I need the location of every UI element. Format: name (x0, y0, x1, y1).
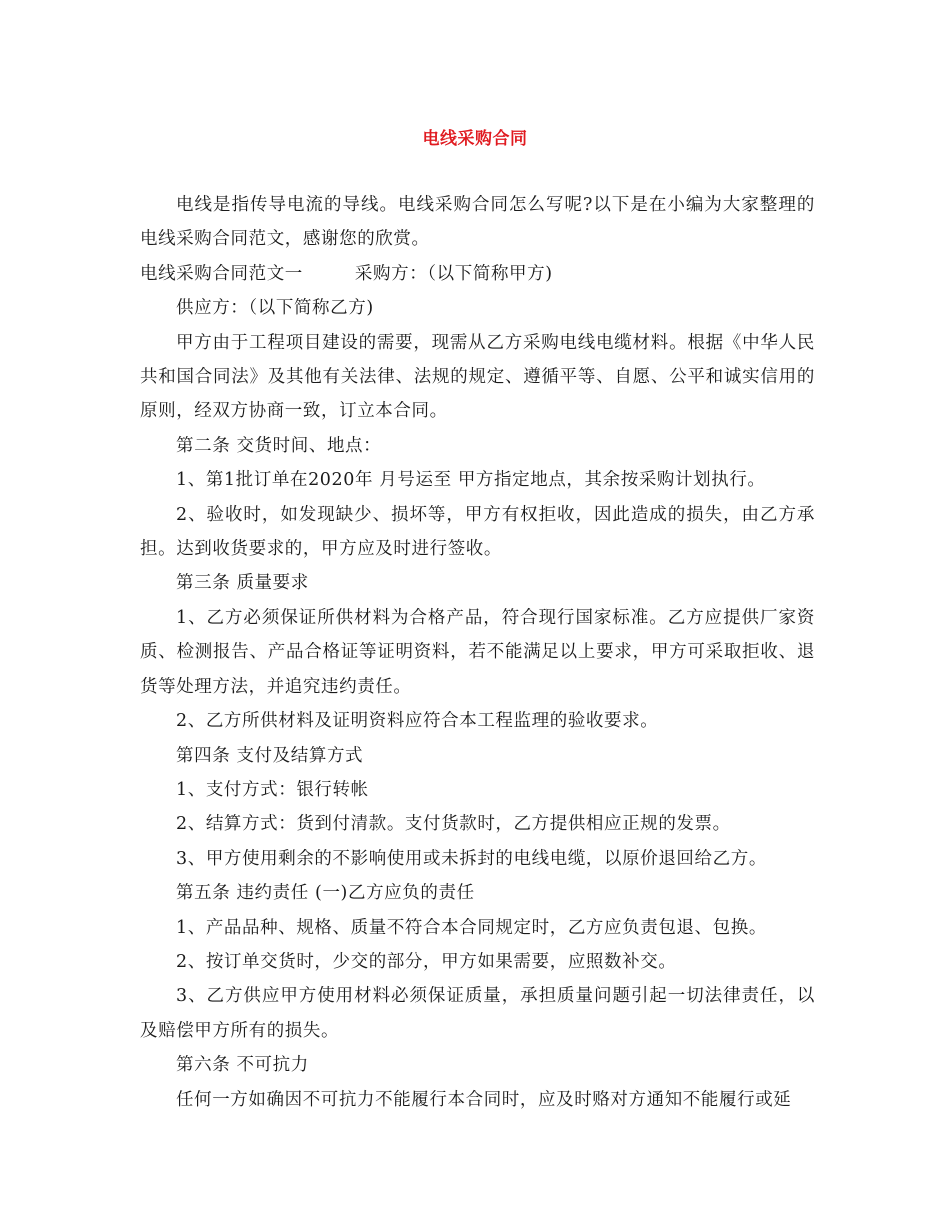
article-6-paragraph: 任何一方如确因不可抗力不能履行本合同时，应及时赂对方通知不能履行或延 (176, 1089, 792, 1110)
document-title: 电线采购合同 (422, 129, 528, 149)
article-2-item-2: 2、验收时，如发现缺少、损坏等，甲方有权拒收，因此造成的损失，由乙方承担。达到收货要求的，甲方应及时进行签收。 (140, 504, 815, 560)
article-4-item-1: 1、支付方式：银行转帐 (176, 779, 369, 800)
intro-paragraph: 电线是指传导电流的导线。电线采购合同怎么写呢?以下是在小编为大家整理的电线采购合同范文，感谢您的欣赏。 (140, 195, 815, 250)
article-5-item-2: 2、按订单交货时，少交的部分，甲方如果需要，应照数补交。 (176, 951, 677, 972)
article-4-item-2: 2、结算方式：货到付清款。支付货款时，乙方提供相应正规的发票。 (176, 814, 731, 835)
sample-heading: 电线采购合同范文一 (140, 263, 303, 284)
article-4-item-3: 3、甲方使用剩余的不影响使用或未拆封的电线电缆，以原价退回给乙方。 (176, 848, 767, 869)
article-5-item-3: 3、乙方供应甲方使用材料必须保证质量，承担质量问题引起一切法律责任，以及赔偿甲方所有的损失。 (140, 986, 815, 1041)
article-3-heading: 第三条 质量要求 (176, 573, 309, 594)
article-5-heading: 第五条 违约责任 (一)乙方应负的责任 (176, 883, 475, 904)
article-3-item-2: 2、乙方所供材料及证明资料应符合本工程监理的验收要求。 (176, 711, 659, 732)
supplier-label: 供应方：（以下简称乙方) (176, 298, 374, 319)
preamble-paragraph: 甲方由于工程项目建设的需要，现需从乙方采购电线电缆材料。根据《中华人民共和国合同法》及其他有关法律、法规的规定、遵循平等、自愿、公平和诚实信用的原则，经双方协商一致，订立本合同。 (140, 332, 815, 422)
sample-heading-line (140, 257, 815, 291)
article-6-heading: 第六条 不可抗力 (176, 1055, 309, 1076)
buyer-label: 采购方：（以下简称甲方) (354, 263, 553, 284)
article-5-item-1: 1、产品品种、规格、质量不符合本合同规定时，乙方应负责包退、包换。 (176, 917, 767, 938)
document-body (140, 188, 815, 1117)
article-2-item-1: 1、第1批订单在2020年 月号运至 甲方指定地点，其余按采购计划执行。 (176, 470, 766, 491)
article-4-heading: 第四条 支付及结算方式 (176, 745, 364, 766)
article-2-heading: 第二条 交货时间、地点： (176, 435, 382, 456)
article-3-item-1: 1、乙方必须保证所供材料为合格产品，符合现行国家标准。乙方应提供厂家资质、检测报告、产品合格证等证明资料，若不能满足以上要求，甲方可采取拒收、退货等处理方法，并追究违约责任。 (140, 607, 815, 697)
